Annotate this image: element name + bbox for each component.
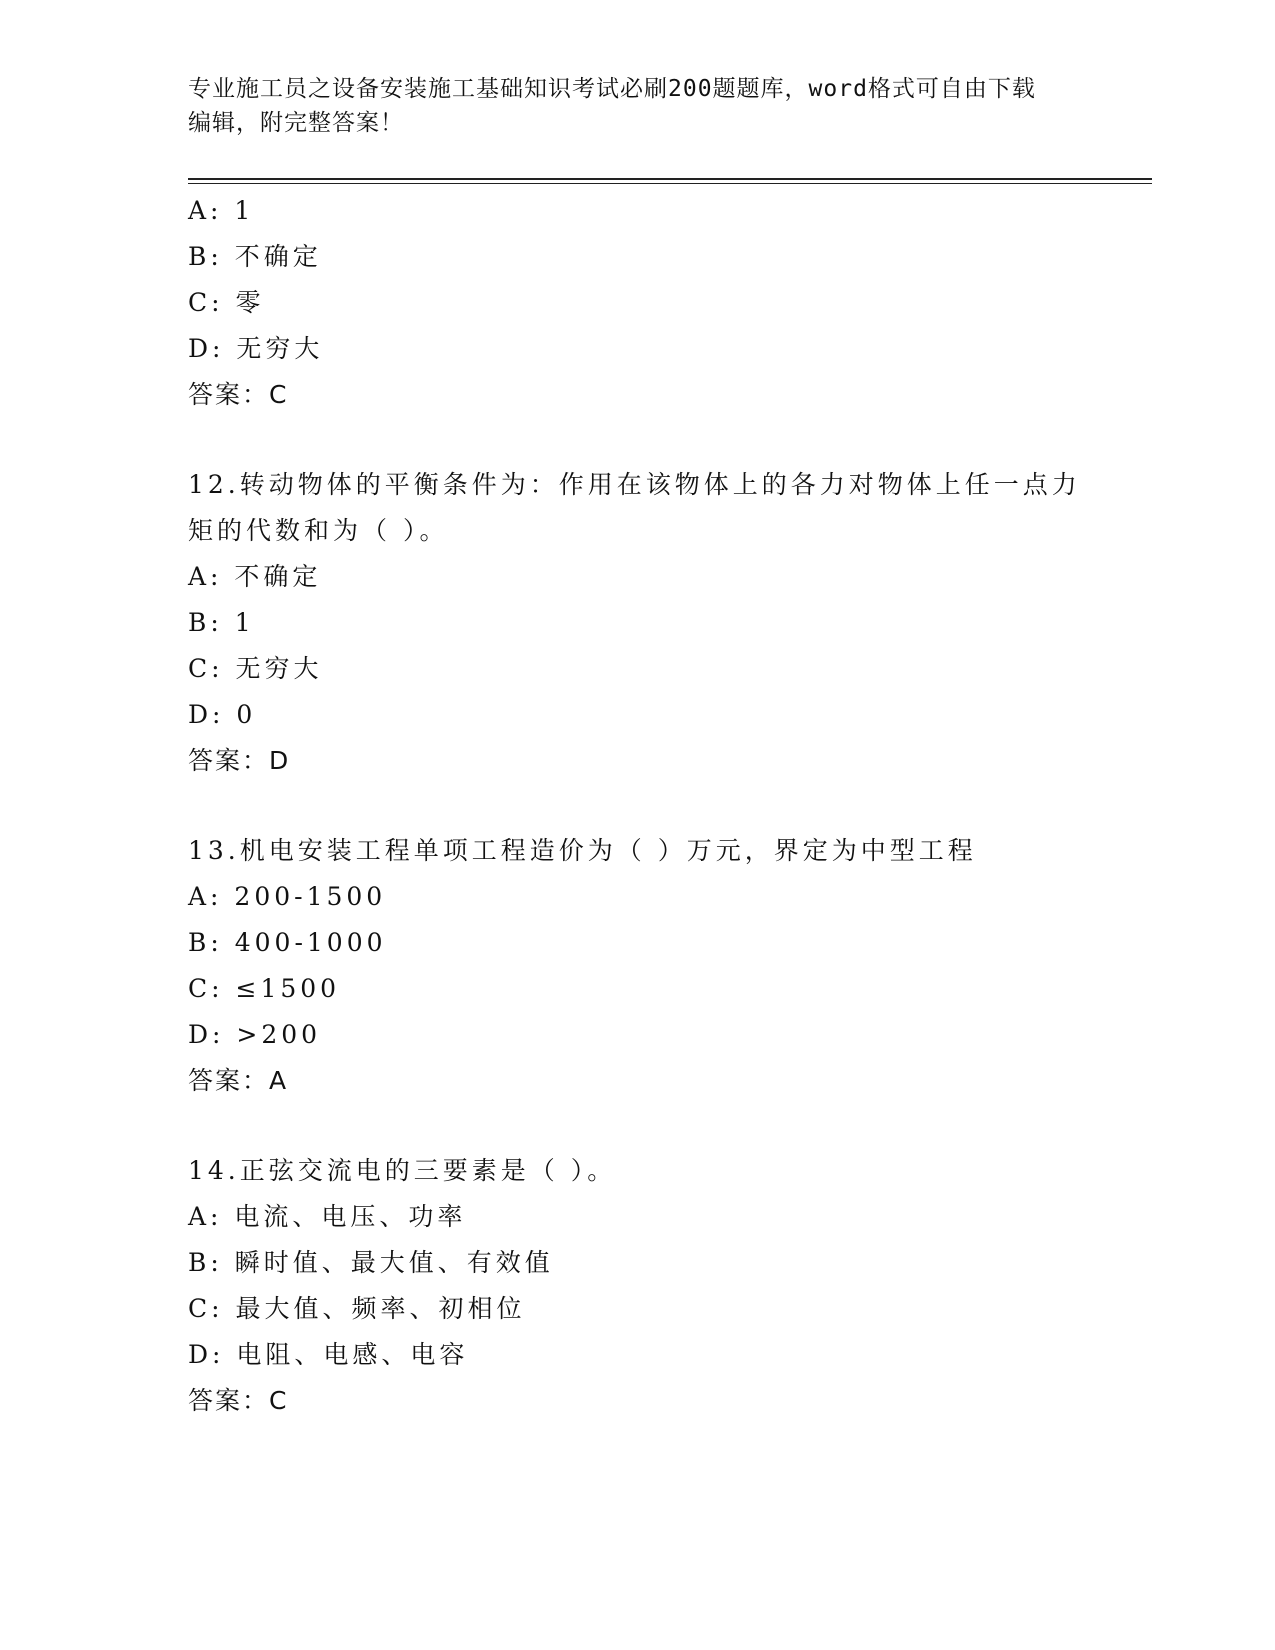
header-divider-thick bbox=[188, 178, 1152, 180]
option-d: D: >200 bbox=[188, 1020, 322, 1049]
answer-line: 答案：C bbox=[188, 1386, 289, 1415]
option-a: A: 不确定 bbox=[188, 562, 322, 591]
question-block-11 bbox=[188, 188, 1088, 418]
option-c: C: 零 bbox=[188, 288, 265, 317]
option-d: D: 电阻、电感、电容 bbox=[188, 1340, 469, 1369]
answer-line: 答案：A bbox=[188, 1066, 289, 1095]
option-b: B: 不确定 bbox=[188, 242, 322, 271]
answer-line: 答案：D bbox=[188, 746, 291, 775]
spacer bbox=[188, 784, 1088, 828]
document-header bbox=[188, 72, 1068, 140]
spacer bbox=[188, 1104, 1088, 1148]
header-line-1: 专业施工员之设备安装施工基础知识考试必刷200题题库，word格式可自由下载 bbox=[188, 76, 1036, 102]
question-block-14 bbox=[188, 1148, 1088, 1424]
option-a: A: 电流、电压、功率 bbox=[188, 1202, 467, 1231]
option-c: C: 最大值、频率、初相位 bbox=[188, 1294, 526, 1323]
option-d: D: 0 bbox=[188, 700, 257, 729]
spacer bbox=[188, 418, 1088, 462]
option-b: B: 400-1000 bbox=[188, 928, 387, 957]
question-text: 13.机电安装工程单项工程造价为（ ）万元，界定为中型工程 bbox=[188, 836, 977, 865]
question-block-12 bbox=[188, 462, 1088, 784]
option-c: C: 无穷大 bbox=[188, 654, 323, 683]
option-a: A: 200-1500 bbox=[188, 882, 387, 911]
option-a: A: 1 bbox=[188, 196, 255, 225]
option-b: B: 1 bbox=[188, 608, 255, 637]
option-c: C: ≤1500 bbox=[188, 974, 341, 1003]
question-text: 12.转动物体的平衡条件为：作用在该物体上的各力对物体上任一点力 bbox=[188, 470, 1081, 499]
header-divider-thin bbox=[188, 183, 1152, 184]
option-d: D: 无穷大 bbox=[188, 334, 324, 363]
document-body bbox=[188, 188, 1088, 1424]
header-line-2: 编辑，附完整答案！ bbox=[188, 110, 404, 136]
option-b: B: 瞬时值、最大值、有效值 bbox=[188, 1248, 554, 1277]
question-text-continued: 矩的代数和为（ ）。 bbox=[188, 516, 449, 545]
question-block-13 bbox=[188, 828, 1088, 1104]
question-text: 14.正弦交流电的三要素是（ ）。 bbox=[188, 1156, 617, 1185]
answer-line: 答案：C bbox=[188, 380, 289, 409]
